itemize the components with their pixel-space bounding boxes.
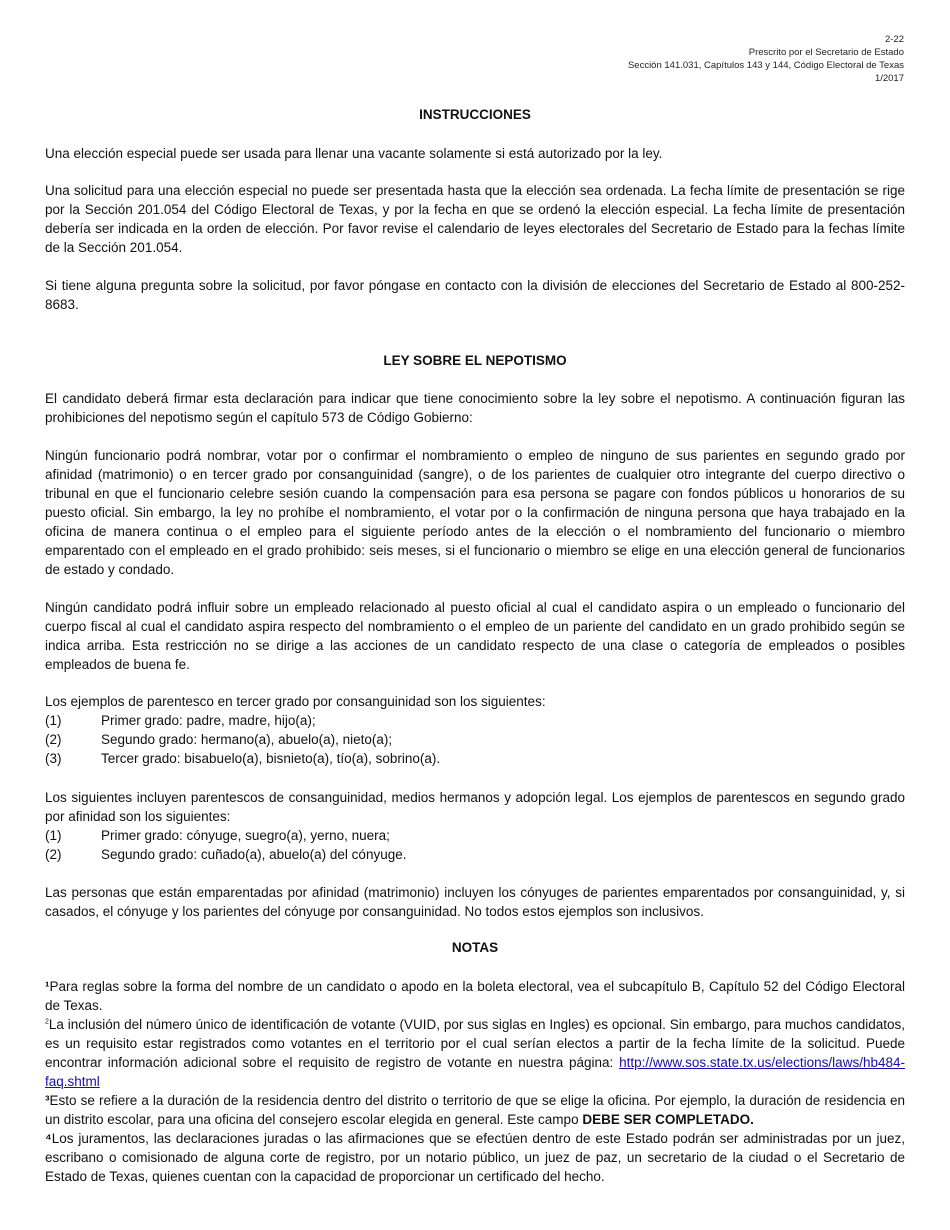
note-1-text: Para reglas sobre la forma del nombre de un candidato o apodo en la boleta electoral, vea el subcapítulo B, Capítulo 52 del Código Electoral de Texas. bbox=[45, 979, 905, 1013]
instructions-paragraph-3: Si tiene alguna pregunta sobre la solicitud, por favor póngase en contacto con la división de elecciones del Secretario de Estado al 800-252-8683. bbox=[45, 278, 905, 312]
footnote-mark: ⁴ bbox=[45, 1131, 52, 1146]
faq-link[interactable]: http://www.sos.state.tx.us/elections/laws/hb484-faq.shtml bbox=[45, 1055, 905, 1089]
consanguinity-item bbox=[45, 730, 905, 749]
note-1 bbox=[45, 977, 905, 1015]
consanguinity-item bbox=[45, 711, 905, 730]
nepotism-final-paragraph: Las personas que están emparentadas por afinidad (matrimonio) incluyen los cónyuges de parientes emparentados por consanguinidad, y, si casados, el cónyuge y los parientes del cónyuge por consanguinidad. No todos estos ejemplos son inclusivos. bbox=[45, 885, 905, 919]
list-number: (3) bbox=[45, 751, 62, 766]
instructions-title: INSTRUCCIONES bbox=[419, 107, 531, 122]
note-3-text: Esto se refiere a la duración de la residencia dentro del distrito o territorio de que se elige la oficina. Por ejemplo, la duración de residencia en un distrito escolar, para una oficina del consejero escolar elegida en general. Este campo bbox=[45, 1093, 905, 1127]
note-2 bbox=[45, 1015, 905, 1091]
footnote-mark: ³ bbox=[45, 1093, 50, 1108]
list-text: Primer grado: padre, madre, hijo(a); bbox=[101, 713, 316, 728]
form-number: 2-22 bbox=[884, 34, 904, 45]
list-number: (2) bbox=[45, 732, 62, 747]
footnote-mark: 2 bbox=[45, 1018, 49, 1026]
list-number: (1) bbox=[45, 713, 62, 728]
consanguinity-item bbox=[45, 749, 905, 768]
list-number: (2) bbox=[45, 847, 62, 862]
note-4 bbox=[45, 1129, 905, 1186]
consanguinity-intro: Los ejemplos de parentesco en tercer grado por consanguinidad son los siguientes: bbox=[45, 694, 546, 709]
instructions-paragraph-2: Una solicitud para una elección especial no puede ser presentada hasta que la elección sea ordenada. La fecha límite de presentación se rige por la Sección 201.054 del Código Electoral de Texas, y por la fecha en que se ordenó la elección especial. La fecha límite de presentación debería ser indicada en la orden de elección. Por favor revise el calendario de leyes electorales del Secretario de Estado para la fechas límite de la Sección 201.054. bbox=[45, 183, 905, 255]
revision-date: 1/2017 bbox=[874, 73, 904, 84]
nepotism-title: LEY SOBRE EL NEPOTISMO bbox=[383, 353, 567, 368]
note-3 bbox=[45, 1091, 905, 1129]
list-text: Segundo grado: cuñado(a), abuelo(a) del cónyuge. bbox=[101, 847, 407, 862]
nepotism-paragraph-1: El candidato deberá firmar esta declaración para indicar que tiene conocimiento sobre la ley sobre el nepotismo. A continuación figuran las prohibiciones del nepotismo según el capítulo 573 de Código Gobierno: bbox=[45, 391, 905, 425]
prescribed-by: Prescrito por el Secretario de Estado bbox=[748, 47, 904, 58]
affinity-item bbox=[45, 845, 905, 864]
list-number: (1) bbox=[45, 828, 62, 843]
nepotism-paragraph-2: Ningún funcionario podrá nombrar, votar por o confirmar el nombramiento o empleo de ninguno de sus parientes en segundo grado por afinidad (matrimonio) o en tercer grado por consanguinidad (sangre), o de los parientes de cualquier otro integrante del cuerpo directivo o tribunal en que el funcionario celebre sesión cuando la compensación para esa persona se pagare con fondos públicos u honorarios de su puesto oficial. Sin embargo, la ley no prohíbe el nombramiento, el votar por o la confirmación de ninguna persona que haya trabajado en la oficina de manera continua o el empleo para el siguiente período antes de la elección o el nombramiento del funcionario o miembro emparentado con el empleado en el grado prohibido: seis meses, si el funcionario o miembro se elige en una elección general de funcionarios de estado y condado. bbox=[45, 448, 905, 577]
list-text: Primer grado: cónyuge, suegro(a), yerno, nuera; bbox=[101, 828, 390, 843]
affinity-intro: Los siguientes incluyen parentescos de consanguinidad, medios hermanos y adopción legal. Los ejemplos de parentescos en segundo grado por afinidad son los siguientes: bbox=[45, 790, 905, 824]
note-2-text: La inclusión del número único de identificación de votante (VUID, por sus siglas en Ingles) es opcional. Sin embargo, para muchos candidatos, es un requisito estar registrados como votantes en el territorio por el cual serían electos a partir de la fecha límite de la solicitud. Puede encontrar información adicional sobre el requisito de registro de votante en nuestra página: bbox=[45, 1017, 905, 1070]
footnote-mark: ¹ bbox=[45, 979, 50, 994]
list-text: Segundo grado: hermano(a), abuelo(a), nieto(a); bbox=[101, 732, 393, 747]
instructions-paragraph-1: Una elección especial puede ser usada para llenar una vacante solamente si está autorizado por la ley. bbox=[45, 146, 663, 161]
code-reference: Sección 141.031, Capítulos 143 y 144, Código Electoral de Texas bbox=[627, 60, 904, 71]
affinity-item bbox=[45, 826, 905, 845]
notes-title: NOTAS bbox=[451, 940, 499, 955]
list-text: Tercer grado: bisabuelo(a), bisnieto(a), tío(a), sobrino(a). bbox=[101, 751, 441, 766]
nepotism-paragraph-3: Ningún candidato podrá influir sobre un empleado relacionado al puesto oficial al cual el candidato aspira o un empleado o funcionario del cuerpo fiscal al cual el candidato aspira respecto del nombramiento o el empleo de un pariente del candidato en un grado prohibido según se indica arriba. Esta restricción no se dirige a las acciones de un candidato respecto de una clase o categoría de empleados o posibles empleados de buena fe. bbox=[45, 600, 905, 672]
note-4-text: Los juramentos, las declaraciones juradas o las afirmaciones que se efectúen dentro de este Estado podrán ser administradas por un juez, escribano o comisionado de alguna corte de registro, por un notario público, un juez de paz, un secretario de la ciudad o el Secretario de Estado de Texas, quienes cuentan con la capacidad de proporcionar un certificado del hecho. bbox=[45, 1131, 905, 1184]
note-3-emphasis: DEBE SER COMPLETADO. bbox=[582, 1112, 754, 1127]
